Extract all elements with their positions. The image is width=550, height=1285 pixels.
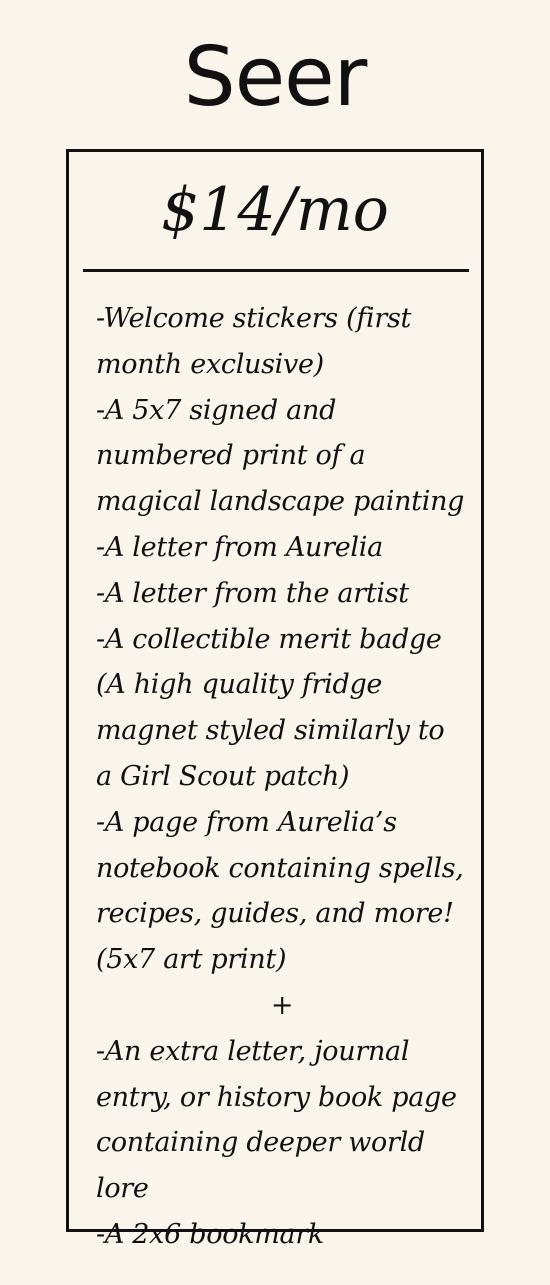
- benefit-item: -A letter from Aurelia: [96, 531, 383, 563]
- benefit-item: -Welcome stickers (first month exclusive): [96, 303, 412, 380]
- benefit-item: -A page from Aurelia’s notebook containing spells, recipes, guides, and more! (5x7 art print): [96, 806, 464, 976]
- benefit-item: -A 5x7 signed and numbered print of a magical landscape painting: [96, 394, 465, 518]
- benefits-list: [96, 296, 468, 1258]
- price-divider: [83, 269, 469, 272]
- tier-card: [66, 149, 484, 1250]
- extra-item: -An extra letter, journal entry, or history book page containing deeper world lore: [96, 1035, 457, 1205]
- benefit-item: -A collectible merit badge (A high quality fridge magnet styled similarly to a Girl Scout patch): [96, 623, 445, 792]
- benefit-item: -A letter from the artist: [96, 577, 409, 609]
- extra-item: -A 2x6 bookmark: [96, 1218, 324, 1250]
- plus-separator: +: [270, 989, 294, 1021]
- tier-title: Seer: [183, 30, 367, 125]
- tier-price: $14/mo: [161, 175, 389, 245]
